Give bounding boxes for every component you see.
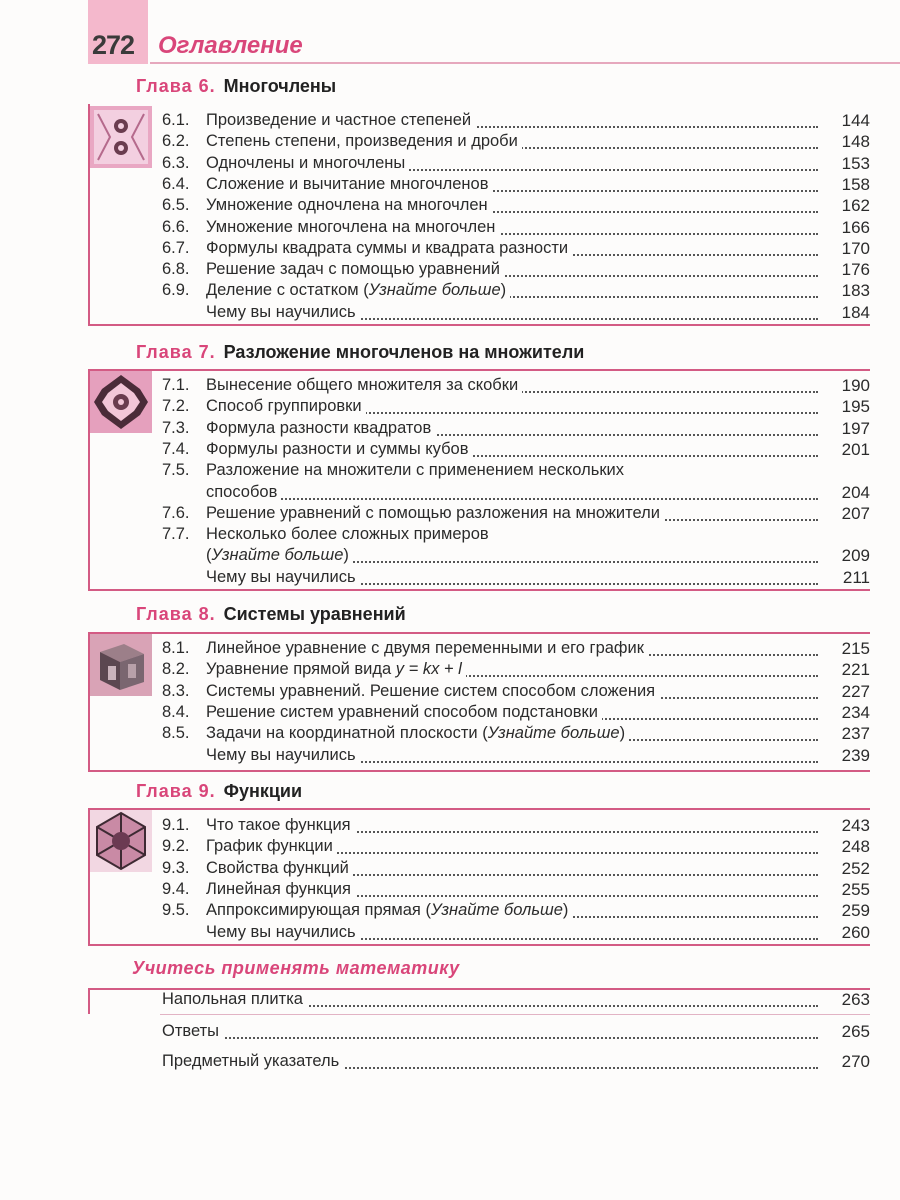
header-divider [150,62,900,64]
section-title: Одночлены и многочлены [206,153,406,172]
section-title: Разложение на множители с применением нескольких [206,461,625,480]
page-ref: 221 [820,660,870,680]
section-title: Системы уравнений. Решение систем способом сложения [206,681,656,700]
section-title: Ответы [162,1022,220,1040]
section-title: Аппроксимирующая прямая (Узнайте больше) [206,901,569,920]
page-ref: 263 [820,990,870,1010]
page-ref: 260 [820,923,870,943]
section-title: Что такое функция [206,816,351,834]
section-title: Напольная плитка [162,990,303,1008]
section-title: Степень степени, произведения и дроби [206,132,518,151]
page-ref: 162 [820,196,870,216]
toc-entry-text [162,525,493,543]
page-ref: 234 [820,703,870,723]
section-number: 8.1. [162,639,190,657]
toc-entry[interactable] [162,1052,870,1074]
toc-entry[interactable] [162,461,870,483]
toc-entry-text [162,175,492,193]
section-number: 6.4. [162,174,190,193]
section-title: Линейная функция [206,879,351,898]
section-title: Чему вы научились [206,567,356,586]
page-ref: 243 [820,816,870,836]
toc-entry[interactable] [162,239,870,261]
page-ref: 158 [820,175,870,195]
toc-entry[interactable] [162,525,870,547]
section-number: 8.5. [162,724,190,743]
section-title: Чему вы научились [206,302,356,321]
section-number: 9.4. [162,879,190,898]
chapter-label: Глава 7. [136,342,216,362]
page-ref: 166 [820,218,870,238]
page-ref: 252 [820,859,870,879]
page-ref: 248 [820,837,870,857]
toc-entry-text [162,724,629,742]
section-title: Сложение и вычитание многочленов [206,174,489,193]
chapter-heading [136,781,302,802]
toc-entry-text [162,440,473,458]
page-ref: 144 [820,111,870,131]
toc-entry[interactable] [162,303,870,325]
toc-entry-text [162,859,353,877]
toc-entry-text [162,1022,223,1040]
page-ref: 215 [820,639,870,659]
chapter-name: Многочлены [223,76,337,96]
toc-entry[interactable] [162,703,870,725]
chapter-name: Разложение многочленов на множители [223,342,585,362]
toc-entry-text [162,281,510,299]
page-ref: 176 [820,260,870,280]
toc-entry[interactable] [162,154,870,176]
toc-entry-text [162,419,435,437]
leader-dots [162,1037,818,1039]
apply-math-heading: Учитесь применять математику [132,958,460,978]
chapter-heading [136,604,406,625]
section-number: 8.4. [162,702,190,721]
page-ref: 184 [820,303,870,323]
chapter-6-ornament-image [90,106,152,168]
toc-entry-text [162,376,522,394]
toc-entry[interactable] [162,419,870,441]
section-number: 7.4. [162,439,190,458]
section-number: 7.3. [162,418,190,437]
toc-entry-text [162,703,602,721]
section-title: Решение уравнений с помощью разложения на множители [206,503,660,522]
toc-entry-text [206,546,353,564]
page-ref: 170 [820,239,870,259]
toc-entry-text [162,746,360,764]
section-title: Формула разности квадратов [206,418,432,437]
toc-entry-text [162,239,572,257]
toc-entry[interactable] [162,1022,870,1044]
toc-entry-text [162,504,664,522]
section-title: Умножение многочлена на многочлен [206,217,496,236]
section-number: 9.3. [162,858,190,877]
toc-entry[interactable] [162,132,870,154]
toc-entry-text [162,461,628,479]
toc-entry[interactable] [162,682,870,704]
toc-entry[interactable] [162,639,870,661]
section-title: Умножение одночлена на многочлен [206,196,488,215]
section-title: Чему вы научились [206,922,356,941]
toc-entry-text [162,132,522,150]
chapter-name: Функции [223,781,303,801]
toc-entry-text [162,111,475,129]
page-ref: 237 [820,724,870,744]
toc-entry-text [162,260,504,278]
toc-entry[interactable] [162,175,870,197]
toc-entry-text [162,639,648,657]
section-number: 7.5. [162,461,190,480]
toc-entry-text [162,880,355,898]
section-number: 6.5. [162,196,190,215]
page-ref: 190 [820,376,870,396]
page-ref: 201 [820,440,870,460]
section-title: Предметный указатель [162,1052,340,1070]
section-title: (Узнайте больше) [206,546,349,565]
toc-entry-text [162,990,307,1008]
page-ref: 183 [820,281,870,301]
chapter-label: Глава 8. [136,604,216,624]
chapter-9-polyhedron-image [90,810,152,872]
toc-entry-text [162,154,409,172]
section-number: 6.3. [162,153,190,172]
section-title: Задачи на координатной плоскости (Узнайте больше) [206,724,626,743]
apply-side-line [88,988,90,1014]
chapter-label: Глава 9. [136,781,216,801]
page-ref: 153 [820,154,870,174]
section-number: 6.6. [162,217,190,236]
toc-entry[interactable] [206,546,870,568]
section-number: 8.3. [162,681,190,700]
chapter-name: Системы уравнений [223,604,406,624]
toc-entry[interactable] [162,746,870,768]
page-ref: 270 [820,1052,870,1072]
page-ref: 195 [820,397,870,417]
toc-entry[interactable] [162,660,870,682]
toc-entry[interactable] [162,923,870,945]
chapter-heading [136,342,584,363]
page-ref: 211 [820,568,870,588]
toc-entry[interactable] [162,376,870,398]
toc-entry-text [206,483,281,501]
toc-entry-text [162,568,360,586]
toc-entry-text [162,303,360,321]
page-ref: 239 [820,746,870,766]
section-number: 9.2. [162,837,190,856]
page-ref: 197 [820,419,870,439]
section-title: Формулы квадрата суммы и квадрата разности [206,238,569,257]
section-number: 7.2. [162,397,190,416]
section-title: Произведение и частное степеней [206,111,472,129]
chapter-label: Глава 6. [136,76,216,96]
toc-entry-text [162,397,366,415]
page-ref: 204 [820,483,870,503]
section-number: 6.2. [162,132,190,151]
page-ref: 148 [820,132,870,152]
section-number: 7.1. [162,376,190,394]
page-ref: 227 [820,682,870,702]
page-ref: 209 [820,546,870,566]
section-title: Решение задач с помощью уравнений [206,260,500,279]
apply-divider [160,1014,870,1015]
toc-entry[interactable] [162,397,870,419]
section-title: Свойства функций [206,858,349,877]
toc-entry[interactable] [162,901,870,923]
section-number: 9.5. [162,901,190,920]
toc-entry-text [162,218,499,236]
toc-entry[interactable] [162,196,870,218]
section-title: График функции [206,837,333,856]
section-title: Чему вы научились [206,745,356,764]
section-number: 6.8. [162,260,190,279]
section-number: 7.7. [162,525,190,544]
section-title: Уравнение прямой вида y = kx + l [206,660,462,679]
page-ref: 207 [820,504,870,524]
toc-entry[interactable] [162,111,870,133]
toc-entry[interactable] [162,724,870,746]
toc-entry-text [162,901,572,919]
toc-entry-text [162,837,337,855]
toc-entry[interactable] [162,990,870,1012]
section-title: Формулы разности и суммы кубов [206,439,469,458]
section-number: 9.1. [162,816,190,834]
section-title: Деление с остатком (Узнайте больше) [206,281,507,300]
section-number: 6.9. [162,281,190,300]
section-title: Несколько более сложных примеров [206,525,489,544]
section-number: 6.7. [162,238,190,257]
leader-dots [206,498,818,500]
toc-entry[interactable] [162,837,870,859]
toc-entry[interactable] [162,260,870,282]
toc-entry[interactable] [162,281,870,303]
section-number: 6.1. [162,111,190,129]
chapter-heading [136,76,336,97]
toc-entry-text [162,660,466,678]
page-number: 272 [92,30,135,60]
toc-entry[interactable] [162,816,870,838]
page-ref: 255 [820,880,870,900]
toc-entry[interactable] [162,504,870,526]
toc-entry[interactable] [162,568,870,590]
toc-entry-text [162,196,492,214]
page-ref: 259 [820,901,870,921]
page-ref: 265 [820,1022,870,1042]
section-number: 7.6. [162,503,190,522]
toc-entry-text [162,682,659,700]
toc-entry[interactable] [162,440,870,462]
section-title: Способ группировки [206,397,362,416]
toc-entry[interactable] [162,880,870,902]
toc-entry[interactable] [162,218,870,240]
section-title: Решение систем уравнений способом подстановки [206,702,598,721]
section-title: способов [206,482,278,501]
page-title: Оглавление [158,32,303,59]
toc-entry[interactable] [162,859,870,881]
page-header [88,0,900,64]
toc-entry[interactable] [206,483,870,505]
toc-entry-text [162,816,355,834]
chapter-7-ornament-image [90,371,152,433]
section-title: Линейное уравнение с двумя переменными и его график [206,639,644,657]
chapter-8-cube-image [90,634,152,696]
section-number: 8.2. [162,660,190,679]
toc-entry-text [162,923,360,941]
toc-entry-text [162,1052,343,1070]
section-title: Вынесение общего множителя за скобки [206,376,519,394]
